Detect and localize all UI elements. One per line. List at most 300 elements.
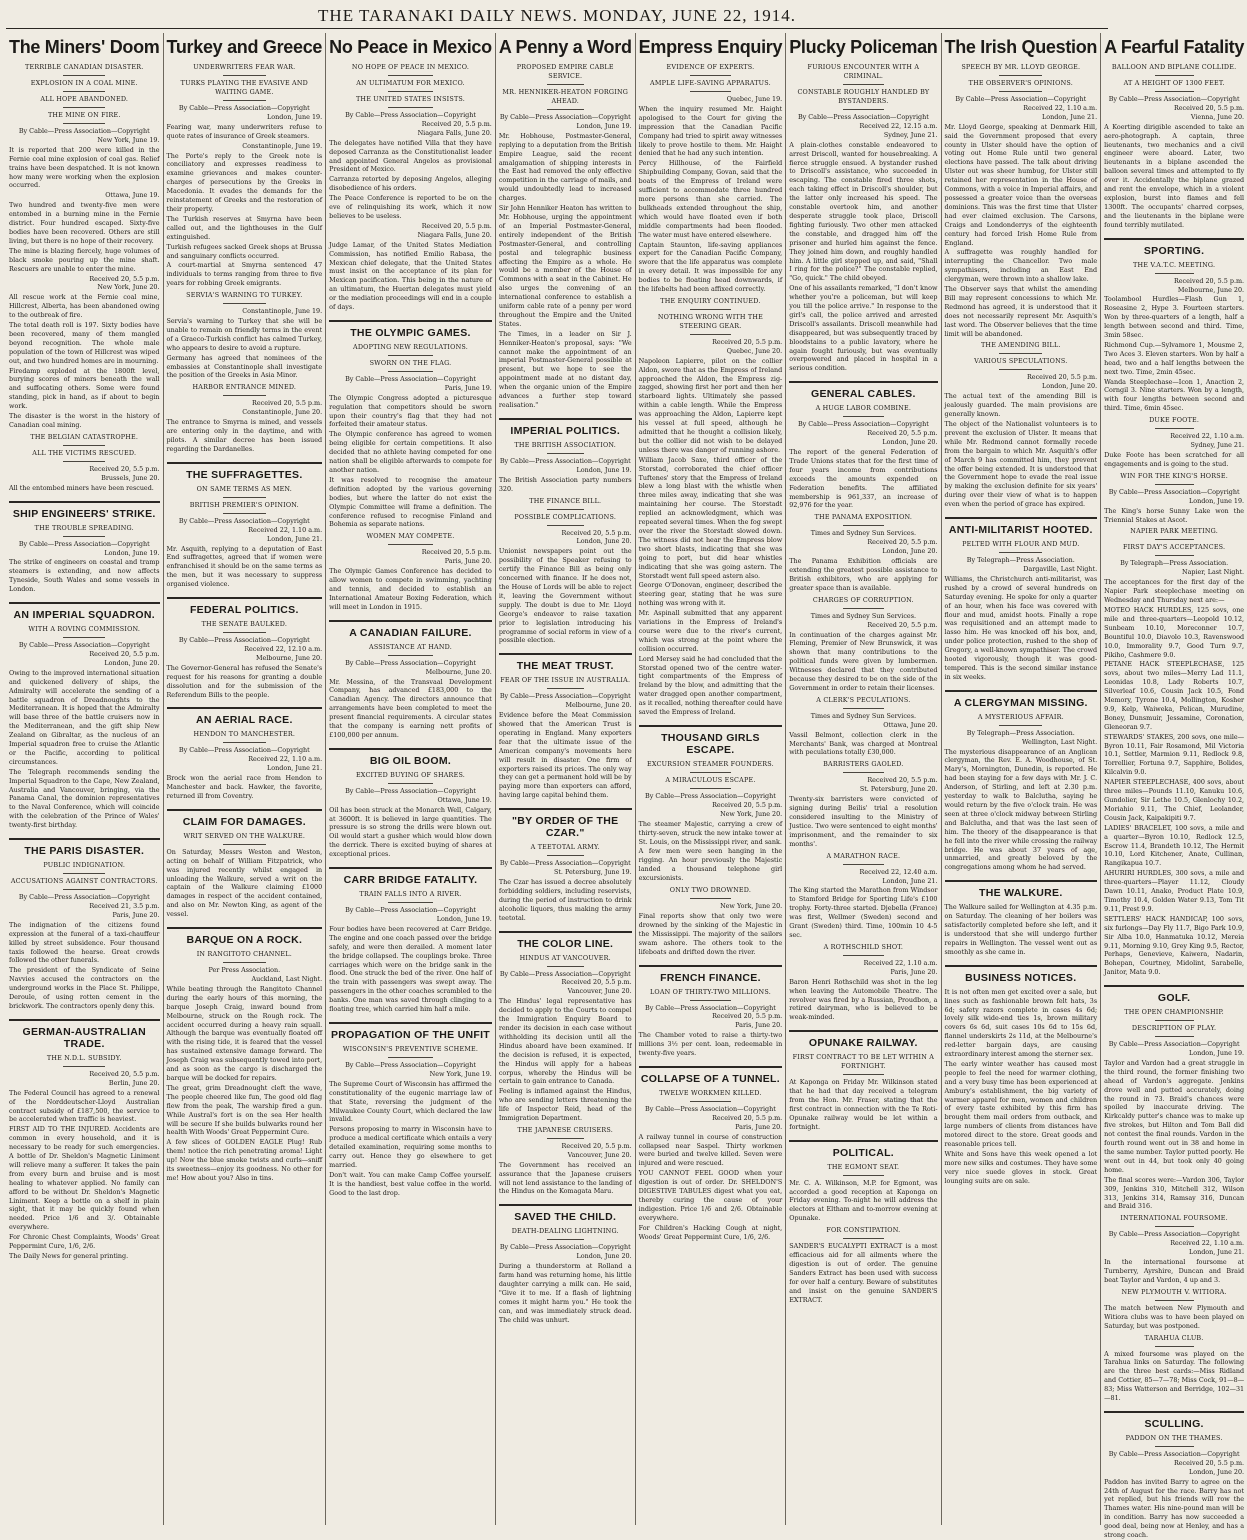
source-line: Times and Sydney Sun Services. <box>810 611 917 620</box>
subheading: A TEETOTAL ARMY. <box>530 843 600 852</box>
divider <box>388 371 434 372</box>
article-paragraph: Don't wait. You can make Camp Coffee yourself. It is the handiest, best value coffee in the world. Good to the last drop. <box>329 1170 492 1197</box>
dateline: London, June 19. <box>1188 496 1245 505</box>
section-heading: SHIP ENGINEERS' STRIKE. <box>9 501 160 520</box>
dateline: Received 21, 3.5 p.m. <box>89 902 160 910</box>
column-6 <box>786 33 941 1525</box>
source-line: By Cable—Press Association—Copyright <box>499 1243 631 1252</box>
divider <box>63 75 105 76</box>
subheading: THE OBSERVER'S OPINIONS. <box>968 79 1073 87</box>
dateline: London, June 21. <box>1188 1248 1245 1257</box>
article-paragraph: Mr. Lloyd George, speaking at Denmark Hill, said the Government proposed that every county in Ulster should have the option of voting out Home Rule until two general elections have passed. The talk about driving Ulster out was sheer humbug, for Ulster still retained her representation in the House of Commons, with a voice in Imperial affairs, and possessed a greater voice than the overseas dominions. This was the first time that Ulster had ever claimed exclusion. The Carsons, Craigs and Londonderrys of the eighteenth century had forced Irish Home Rule from England. <box>944 122 1098 247</box>
columns <box>6 33 1245 1540</box>
dateline: Received 20, 5.5 p.m. <box>867 776 938 785</box>
section-heading: THE MEAT TRUST. <box>499 653 632 672</box>
subheading: FOR CONSTIPATION. <box>826 1226 901 1235</box>
divider <box>843 1074 885 1075</box>
dateline: London, June 20. <box>882 438 938 447</box>
dateline: London, June 19. <box>1188 1049 1245 1058</box>
dateline: Received 20, 5.5 p.m. <box>89 1069 160 1078</box>
source-line: Times and Sydney Sun Services. <box>810 711 917 720</box>
dateline: London, June 20. <box>576 1252 632 1261</box>
subheading: ADOPTING NEW REGULATIONS. <box>353 342 468 351</box>
article-paragraph: Richmond Cup.—Sylvamore 1, Mousme 2, Two Aces 3. Eleven starters. Won by half a head, two and a half lengths between the next two. Time, 2min 45sec. <box>1104 340 1245 376</box>
divider <box>843 416 885 417</box>
source-line: By Cable—Press Association—Copyright <box>345 111 476 119</box>
dateline: Paris, June 20. <box>735 1122 783 1131</box>
divider <box>690 334 730 335</box>
dateline: Received 20, 5.5 p.m. <box>712 800 783 809</box>
source-line: By Telegraph—Press Association. <box>966 728 1075 737</box>
article-paragraph: The delegates have notified Villa that they have deposed Carranza as the Constitutionalist leader and appointed General Angelos as provisional President of Mexico. <box>329 138 492 174</box>
column-headline: The Irish Question <box>944 37 1098 57</box>
divider <box>547 688 584 689</box>
article-paragraph: The Telegraph recommends sending the Imperial Squadron to the Cape, New Zealand, Australia and Vancouver, bringing, via the Panama Canal, the dominion representatives to the Naval Conference, which will coincide with the celebration of the Prince of Wales' twenty-first birthday. <box>9 767 160 830</box>
dateline: Ottawa, June 20. <box>883 720 938 729</box>
divider <box>999 369 1042 370</box>
column-headline: Turkey and Greece <box>166 37 323 57</box>
subheading: THE EGMONT SEAT. <box>827 1162 900 1171</box>
article-paragraph: George O'Donovan, engineer, described the steering gear, stating that he was sure nothing was wrong with it. <box>638 581 783 608</box>
subheading: SWORN ON THE FLAG. <box>369 358 452 367</box>
subheading: ON SAME TERMS AS MEN. <box>196 484 293 493</box>
dateline: Vancouver, June 20. <box>567 1150 632 1159</box>
divider <box>388 544 434 545</box>
article-paragraph: The great, grim Dreadnought cleft the wave, The people cheered like fun, The good old flag flew from the peak, The warship fired a gun. While Austral's fort is on the sea Her health will be secure If she builds bulwarks round her health With Woods' Great Peppermint Cure. <box>166 1083 323 1137</box>
section-heading: POLITICAL. <box>789 1140 937 1159</box>
dateline: Brussels, June 20. <box>101 473 160 482</box>
section-heading: IMPERIAL POLITICS. <box>499 418 632 437</box>
article-paragraph: While beating through the Rangitoto Channel during the early hours of this morning, the barque Joseph Craig, inward bound from Melbourne, struck on the Rough rock. The accident occurred during a heavy rain squall. Although the barque was eventually floated off with the rising tide, it is feared that the vessel has sustained extensive damage forward. The Joseph Craig was subsequently towed into port, and as soon as the cargo is discharged the barque will be docked for repairs. <box>166 984 323 1082</box>
subheading: A CLERK'S PECULATIONS. <box>816 695 911 704</box>
article-paragraph: The Supreme Court of Wisconsin has affirmed the constitutionality of the eugenic marriage law of that State, reversing the judgment of the Milwaukee County Court, which declared the law invalid. <box>329 1079 492 1124</box>
column-2 <box>164 33 327 1525</box>
source-line: By Cable—Press Association—Copyright <box>499 692 631 701</box>
subheading: HARBOR ENTRANCE MINED. <box>192 383 297 392</box>
section-heading: AN AERIAL RACE. <box>167 707 323 726</box>
divider <box>843 1175 885 1176</box>
divider <box>223 742 267 743</box>
divider <box>223 303 267 304</box>
dateline: Received 22, 12.15 a.m. <box>859 121 938 130</box>
dateline: Wellington, Last Night. <box>1021 737 1098 746</box>
article-paragraph: The strike of engineers on coastal and tramp steamers is extending, and now affects Tyneside, South Wales and some vessels in London. <box>9 558 160 594</box>
dateline: Melbourne, June 20. <box>255 653 323 662</box>
subheading: DESCRIPTION OF PLAY. <box>1131 1024 1217 1033</box>
section-heading: CLAIM FOR DAMAGES. <box>167 809 323 828</box>
column-8 <box>1101 33 1247 1540</box>
source-line: By Cable—Press Association—Copyright <box>178 636 310 645</box>
dateline: London, June 21. <box>267 534 323 543</box>
article-paragraph: The King's horse Sunny Lake won the Triennial Stakes at Ascot. <box>1104 506 1245 524</box>
section-heading: AN IMPERIAL SQUADRON. <box>9 602 160 621</box>
divider <box>1155 555 1194 556</box>
divider <box>388 75 434 76</box>
article-paragraph: The Olympic conference has agreed to women being eligible for certain competitions. It also decided that no athlete having competed for one nation shall be eligible afterwards to compete for another nation. <box>329 430 492 474</box>
source-line: By Cable—Press Association—Copyright <box>18 641 150 650</box>
article-paragraph: Fearing war, many underwriters refuse to quote rates of insurance of Greek steamers. <box>166 122 323 140</box>
dateline: Received 20, 5.5 p.m. <box>421 221 492 230</box>
subheading: DUKE FOOTE. <box>1149 416 1200 425</box>
divider <box>223 962 267 963</box>
dateline: London, June 19. <box>576 465 632 474</box>
article-paragraph: Owing to the improved international situation and quickened delivery of ships, the Admiralty will accelerate the sending of a battle squadron of Dreadnoughts to the Mediterranean. It is hoped that the Admiralty will base three of the battle cruisers now in the Mediterranean, and the gift ship New Zealand on Gibraltar, as the nucleus of an Imperial squadron free to cruise the Atlantic or the Pacific, according to political circumstances. <box>9 668 160 766</box>
column-3 <box>326 33 496 1525</box>
divider <box>63 445 105 446</box>
article-paragraph: A suffragette was roughly handled for interrupting the Chancellor. Two male sympathisers, including an East End clergyman, were thrown into a shallow lake. <box>944 248 1098 284</box>
divider <box>690 1000 730 1001</box>
subheading: DEATH-DEALING LIGHTNING. <box>511 1227 619 1236</box>
dateline: Received 22, 12.10 a.m. <box>244 644 323 653</box>
article-paragraph: The steamer Majestic, carrying a crew of thirty-seven, struck the new intake tower at St. Louis, on the Mississippi river, and sank. <box>638 819 783 846</box>
article-paragraph: A mixed foursome was played on the Tarahua links on Saturday. The following are the three best cards:—Miss Ridland and Cottier, 85—7—78; Miss Cock, 91—8—83; Miss Watterson and Berridge, 102—31—81. <box>1104 1349 1245 1403</box>
dateline: New York, June 20. <box>720 809 783 818</box>
article-paragraph: The mine is blazing fiercely, huge volumes of black smoke pouring up the mine shaft. Rescuers are unable to enter the mine. <box>9 246 160 273</box>
article-paragraph: The Porte's reply to the Greek note is conciliatory and expresses readiness to examine grievances and makes counter-charges of persecutions by the Greeks in Macedonia. It evades the demands for the reinstatement of Greeks and the restoration of their property. <box>166 151 323 213</box>
article-paragraph: The Olympic Congress adopted a picturesque regulation that competitors should be sworn upon their country's flag that they had not forfeited their amateur status. <box>329 393 492 429</box>
divider <box>843 525 885 526</box>
dateline: Received 20, 5.5 p.m. <box>1027 373 1098 382</box>
divider <box>547 855 584 856</box>
dateline: London, June 21. <box>882 876 938 885</box>
source-line: By Cable—Press Association—Copyright <box>18 893 150 902</box>
subheading: THE SENATE BAULKED. <box>201 620 288 629</box>
column-7 <box>942 33 1102 1525</box>
subheading: TWELVE WORKMEN KILLED. <box>659 1088 762 1097</box>
subheading: EXCITED BUYING OF SHARES. <box>355 770 466 779</box>
dateline: London, June 20. <box>1188 1467 1245 1476</box>
divider <box>223 395 267 396</box>
article-paragraph: It is not often men get excited over a sale, but lines such as fashionable brown felt hats, 3s 6d; safety razors complete in cases 4s 6d; lovely silk wide-end ties 1s, brown military covers 6s 6d, suit cases 10s 6d to 15s 6d, flannel underskirts 2s 11d, at the Melbourne's red-letter bargain days, are causing extraordinary interest among the sterner sex. <box>944 987 1098 1059</box>
subheading: A MARATHON RACE. <box>826 851 901 860</box>
subheading: THE BRITISH ASSOCIATION. <box>514 440 617 449</box>
article-paragraph: The Times, in a leader on Sir J. Henniker-Heaton's proposal, says: "We cannot make the appointment of an imperial Postmaster-General possible at present, but we hope to see the appointment made at no distant day, when the organic union of the Empire advances a further step toward realisation." <box>498 329 632 409</box>
dateline: Constantinople, June 20. <box>242 408 323 417</box>
subheading: TRAIN FALLS INTO A RIVER. <box>359 890 462 899</box>
subheading: THE FINANCE BILL. <box>529 496 602 505</box>
subheading: WIN FOR THE KING'S HORSE. <box>1120 471 1228 480</box>
subheading: CONSTABLE ROUGHLY HANDLED BY BYSTANDERS. <box>797 88 930 105</box>
article-paragraph: PETANE HACK STEEPLECHASE, 125 sovs, about two miles—Merry Lad 11.1, Leonidas 10.8, Lady Roberts 10.7, Silverleaf 10.6, Cousin Jack 10.5, Fond Memory, Tyrone 10.4, Mollington, Kosher 9.9, Kelp, Waiweka, Pelican, Murudine, Boney, Dunsmuir, Jessamine, Coronation, Gleneoran 9.7. <box>1104 660 1245 731</box>
divider <box>63 107 105 108</box>
column-headline: Empress Enquiry <box>638 37 783 57</box>
dateline: Received 20, 5.5 p.m. <box>89 649 160 658</box>
divider <box>388 783 434 784</box>
divider <box>1155 75 1194 76</box>
article-paragraph: The British Association party numbers 320. <box>498 475 632 493</box>
article-paragraph: Mr. Asquith, replying to a deputation of East End suffragettes, agreed that if women were enfranchised it should be on the same terms as the men, but it was necessary to suppress organised violence. <box>166 544 323 589</box>
divider <box>547 966 584 967</box>
subheading: FURIOUS ENCOUNTER WITH A CRIMINAL. <box>807 63 920 80</box>
divider <box>547 109 584 110</box>
subheading: POSSIBLE COMPLICATIONS. <box>514 512 617 521</box>
divider <box>999 353 1042 354</box>
section-heading: PROPAGATION OF THE UNFIT <box>329 1022 492 1041</box>
column-headline: No Peace in Mexico <box>329 37 492 57</box>
source-line: By Telegraph—Press Association. <box>1120 559 1229 568</box>
section-heading: "BY ORDER OF THE CZAR." <box>499 808 632 839</box>
article-paragraph: The actual text of the amending Bill is jealously guarded. The main provisions are generally known. <box>944 392 1098 419</box>
article-paragraph: Brock won the aerial race from Hendon to Manchester and back. Hawker, the favorite, returned ill from Coventry. <box>166 774 323 800</box>
divider <box>1155 1020 1194 1021</box>
subheading: THE PANAMA EXPOSITION. <box>814 513 913 522</box>
subheading: A HUGE LABOR COMBINE. <box>815 404 912 413</box>
article-paragraph: Baron Henri Rothschild was shot in the leg when leaving the Automobile Theatre. The revolver was fired by a Russian, Proudbon, a retired dairyman, who is believed to be weak-minded. <box>789 977 938 1022</box>
divider <box>1155 273 1194 274</box>
article-paragraph: YOU CANNOT FEEL GOOD when your digestion is out of order. Dr. SHELDON'S DIGESTIVE TABULES digest what you eat, thereby curing the cause of your indigestion. Price 1/6 and 2/6. Obtainable everywhere. <box>638 1169 783 1222</box>
divider <box>690 898 730 899</box>
dateline: London, June 19. <box>436 915 492 923</box>
subheading: NOTHING WRONG WITH THE STEERING GEAR. <box>657 312 763 330</box>
divider <box>690 91 730 92</box>
dateline: Vienna, June 20. <box>1190 112 1245 121</box>
divider <box>1155 1300 1194 1301</box>
section-heading: THE WALKURE. <box>945 880 1098 899</box>
section-heading: BUSINESS NOTICES. <box>945 965 1098 984</box>
divider <box>547 509 584 510</box>
article-paragraph: NAPIER STEEPLECHASE, 400 sovs, about three miles—Pounds 11.10, Kanuku 10.6, Gundolier, Sir Lethe 10.5, Glenlochy 10.2, Moriahio 9.11, The Chief, Leolander, Cousin Jack, Kaipakipiti 9.7. <box>1104 778 1245 822</box>
divider <box>843 109 885 110</box>
subheading: WISCONSIN'S PREVENTIVE SCHEME. <box>342 1044 479 1053</box>
article-paragraph: The match between New Plymouth and Witiora clubs was to have been played on Saturday, but was postponed. <box>1104 1303 1245 1330</box>
article-paragraph: Toolambool Hurdles—Flash Gun 1, Roseasine 2, Hype 3. Fourteen starters. Won by three-quarters of a length, half a length between second and third. Time, 3min 58sec. <box>1104 295 1245 340</box>
subheading: NAPIER PARK MEETING. <box>1130 527 1218 536</box>
dateline: Paris, June 20. <box>890 967 938 976</box>
subheading: INTERNATIONAL FOURSOME. <box>1120 1214 1228 1223</box>
divider <box>1155 484 1194 485</box>
divider <box>63 873 105 874</box>
dateline: Auckland, Last Night. <box>251 975 323 983</box>
section-heading: FRENCH FINANCE. <box>639 965 783 984</box>
subheading: EXPLOSION IN A COAL MINE. <box>30 79 138 87</box>
subheading: ONLY TWO DROWNED. <box>669 886 752 895</box>
dateline: Paris, June 20. <box>112 910 160 919</box>
article-paragraph: The Olympic Games Conference has decided to allow women to compete in swimming, yachting and tennis, and decided to establish an International Amateur Boxing Federation, which will meet in London in 1915. <box>329 567 492 611</box>
article-paragraph: Evidence before the Meat Commission showed that the American Trust is operating in England. Many exporters fear that the ultimate issue of the American company's movements here will result in disaster. One firm of exporters raised its prices. The only way they can get a permanent hold will be by paying more than exporters can afford, having large capital behind them. <box>498 711 632 800</box>
source-line: By Telegraph—Press Association. <box>966 556 1075 565</box>
divider <box>690 788 730 789</box>
dateline: Received 20, 5.5 p.m. <box>1173 103 1245 112</box>
article-paragraph: A railway tunnel in course of construction collapsed near Saspel. Thirty workmen were buried and twelve killed. Seven were injured and were rescued. <box>638 1132 783 1168</box>
article-paragraph: A plain-clothes constable endeavored to arrest Driscoll, wanted for housebreaking. A fierce struggle ensued. A bystander rushed to Driscoll's assistance, who succeeded in escaping. The constable fired three shots, each taking effect in Driscoll's shoulder, but the latter only increased his speed. The constable overtook him, and another desperate struggle took place, Driscoll fighting furiously. Two other men attacked the constable, and dragged him off the prisoner and hurled him against the fence. They joined him down, and roughly handled him. A little girl stepped up, and said, "Shall I ring for the police?" The constable replied, "Go, quick." The child obeyed. <box>789 140 938 283</box>
divider <box>843 608 885 609</box>
article-paragraph: The report of the general Federation of Trade Unions states that for the first time of four years income from contributions exceeds the amounts expended on Federation benefits. The affiliated membership is 961,337, an increase of 92,976 for the year. <box>789 448 938 510</box>
source-line: By Cable—Press Association—Copyright <box>797 420 929 429</box>
subheading: FIRST DAY'S ACCEPTANCES. <box>1122 543 1226 552</box>
divider <box>223 844 267 845</box>
article-paragraph: The mysterious disappearance of an Anglican clergyman, the Rev. E. A. Woodhouse, of St. Mary's, Mornington, Dunedin, is reported. He had been staying for a few days with Mr. J. C. Anderson, of Stirling, and left at 2.30 p.m. yesterday to walk to Balclutha, saying he would return by the five o'clock train. He was seen at three o'clock midway between Stirling and Balclutha, and that was the last seen of him. The theory of the disappearance is that he fell into the river while crossing the railway bridge. He was about 37 years of age, unmarried, and greatly beloved by the congregations among whom he had served. <box>944 747 1098 872</box>
source-line: By Cable—Press Association—Copyright <box>499 456 631 465</box>
subheading: AMPLE LIFE-SAVING APPARATUS. <box>650 79 771 87</box>
subheading: THE N.D.L. SUBSIDY. <box>46 1053 122 1062</box>
article-paragraph: SETTLERS' HACK HANDICAP, 100 sovs, six furlongs—Day Fly 11.7, Bigo Park 10.9, Sir Alba 10.0, Hanmatuka 10.12, Mereia 9.11, Morning 9.10, Grey King 9.5, Rector, Perhaps, Genevieve, Kaiwera, Nadarin, Bohepan, Courtney, Midolint, Sarabelle, Janitor, Mata 9.0. <box>1104 914 1245 977</box>
article-paragraph: In continuation of the charges against Mr. Fleming, Premier of New Brunswick, it was shown that many contributions to the political funds were given by lumbermen. Witnesses declared that they contributed because they desired to be on the side of the Government in order to retain their licenses. <box>789 630 938 692</box>
article-paragraph: All the entombed miners have been rescued. <box>9 483 154 492</box>
divider <box>547 525 584 526</box>
article-paragraph: One of his assailants remarked, "I don't know whether you're a policeman, but will keep you till the police arrive." In response to the girl's call, the police arrived and arrested Driscoll's assailants. Driscoll meanwhile had disappeared, but was subsequently traced by bloodstains to a public lavatory, where he again fought furiously, but was eventually overpowered and placed in hospital in a serious condition. <box>789 284 938 373</box>
subheading: NO HOPE OF PEACE IN MEXICO. <box>351 63 470 71</box>
subheading: A ROTHSCHILD SHOT. <box>823 942 904 951</box>
article-paragraph: The total death roll is 197. Sixty bodies have been recovered, many of them mangled beyond recognition. The whole male population of the town of Hillcrest was wiped out, and two hundred homes are in mourning. <box>9 321 160 365</box>
article-paragraph: LADIES' BRACELET, 100 sovs, a mile and a quarter—Byron 10.10, Redlock 12.5, Escrow 11.4, Brandeth 10.12, The Hermit 10.10, Lord Kitchener, Anate, Cullinan, Rangikapua 10.7. <box>1104 823 1245 868</box>
subheading: TARAHUA CLUB. <box>1144 1333 1204 1342</box>
dateline: Paris, June 20. <box>444 557 492 566</box>
article-paragraph: Captain Staunton, life-saving appliances expert for the Canadian Pacific Company, swore that the life apparatus was complete in every detail. It was impossible for any bodies to be floating head downwards, if the lifebelts had been affixed correctly. <box>638 240 783 294</box>
article-paragraph: Final reports show that only two were drowned by the sinking of the Majestic in the Mississippi. The majority of the sailors swam ashore. The others took to the lifeboats and drifted down the river. <box>638 911 783 956</box>
section-heading: FEDERAL POLITICS. <box>167 597 323 616</box>
article-paragraph: A few men were seen hanging in the rigging. An hour previously the Majestic landed a thousand telephone girl excursionists. <box>638 847 783 883</box>
article-paragraph: The acceptances for the first day of the Napier Park steeplechase meeting on Wednesday and Thursday next are:— <box>1104 578 1245 605</box>
section-heading: OPUNAKE RAILWAY. <box>789 1030 937 1049</box>
article-paragraph: Paddon has invited Barry to agree on the 24th of August for the race. Barry has not yet replied, but his friends will row the Thames water. His nine-pound man will be in condition. Barry has now succeeded a good deal, being now at Henley, and has a strong coach. <box>1104 1477 1245 1540</box>
article-paragraph: Vassil Belmont, collection clerk in the Merchants' Bank, was charged at Montreal with peculations totally £30,000. <box>789 730 938 757</box>
subheading: THE ENQUIRY CONTINUED. <box>660 296 761 305</box>
section-heading: SAVED THE CHILD. <box>499 1204 632 1223</box>
article-paragraph: At Kaponga on Friday Mr. Wilkinson stated that he had that day received a telegram from the Hon. Mr. Fraser, stating that the first contract in connection with the Te Roti-Opunake railway would be let within a fortnight. <box>789 1078 938 1131</box>
section-heading: GOLF. <box>1104 985 1244 1004</box>
dateline: Received 22, 1.10 a.m. <box>863 958 938 967</box>
article-paragraph: Williams, the Christchurch anti-militarist, was rushed by a crowd of several hundreds on Saturday evening. He spoke for only a quarter of an hour, when his face was covered with flour and mud, amidst hoots. Finally a rope was requisitioned and an attempt made to lasso him. He was knocked off his box, and, under police protection, rushed to the shop of Gregory, a well-known sympathiser. The crowd hooted vigorously, though it was good-tempered. This is the second similar instance in six weeks. <box>944 574 1098 681</box>
dateline: Received 20, 5.5 p.m. <box>1173 276 1245 285</box>
dateline: Received 20, 5.5 p.m. <box>712 1113 783 1122</box>
dateline: Received 20, 5.5 p.m. <box>421 119 492 128</box>
divider <box>999 552 1042 553</box>
article-paragraph: Oil has been struck at the Monarch Well, Calgary, at 3600ft. It is believed in large quantities. The pressure is so strong the drills were blown out. Oil would start a gusher which would blow down the derrick. There is excited buying of shares at exceptional prices. <box>329 805 492 859</box>
dateline: Received 20, 5.5 p.m. <box>89 274 160 283</box>
dateline: London, June 19. <box>104 548 160 557</box>
dateline: Received 20, 5.5 p.m. <box>867 538 938 547</box>
section-heading: THOUSAND GIRLS ESCAPE. <box>639 725 783 756</box>
dateline: London, June 20. <box>104 658 160 667</box>
article-paragraph: The indignation of the citizens found expression at the funeral of a taxi-chauffeur killed by street subsidence. Four thousand taxis followed the hearse. Great crowds followed the other funerals. <box>9 920 160 965</box>
divider <box>1155 1446 1194 1447</box>
divider <box>63 123 105 124</box>
divider <box>388 107 434 108</box>
source-line: By Cable—Press Association—Copyright <box>797 113 929 121</box>
dateline: Received 20, 5.5 p.m. <box>561 978 632 987</box>
dateline: Paris, June 19. <box>444 383 492 392</box>
section-heading: COLLAPSE OF A TUNNEL. <box>639 1066 783 1085</box>
divider <box>388 355 434 356</box>
dateline: Dargaville, Last Night. <box>1023 564 1098 573</box>
source-line: By Cable—Press Association—Copyright <box>178 104 310 112</box>
dateline: London, June 20. <box>1042 382 1098 391</box>
dateline: St. Petersburg, June 20. <box>859 785 938 794</box>
section-heading: SCULLING. <box>1104 1411 1244 1430</box>
dateline: London, June 20. <box>882 547 938 556</box>
divider <box>63 889 105 890</box>
divider <box>63 1066 105 1067</box>
article-paragraph: SANDER'S EUCALYPTI EXTRACT is a most efficacious aid for all ailments where the digestion is out of order. The genuine Sanders Extract has been used with success for over half a century. Beware of substitutes and insist on the genuine SANDER'S EXTRACT. <box>789 1242 938 1304</box>
divider <box>1155 1226 1194 1227</box>
article-paragraph: The Observer says that whilst the amending Bill may represent concessions to which Mr. Redmond has agreed, it is understood that it does not necessarily represent Mr. Asquith's last word. The Observer believes that the time limit will be abandoned. <box>944 285 1098 338</box>
article-paragraph: Mr. Hobhouse, Postmaster-General, replying to a deputation from the British Empire League, said the recent amalgamation of shipping interests in the East had removed the only effective competition in the carriage of mails, and would undoubtedly lead to increased charges. <box>498 131 632 203</box>
article-paragraph: The Turkish reserves at Smyrna have been called out, and the lighthouses in the Gulf extinguished. <box>166 214 323 241</box>
article-paragraph: Turkish refugees sacked Greek shops at Brussa and sanguinary conflicts occurred. <box>166 242 323 260</box>
article-paragraph: Feeling is inflamed against the Hindus, who are sending letters threatening the life of Inspector Reid, head of the Immigration Department. <box>498 1087 632 1123</box>
dateline: Paris, June 20. <box>735 1021 783 1030</box>
article-paragraph: AHURIRI HURDLES, 300 sovs, a mile and three-quarters—Player 11.12, Cloudy Dawn 10.11, Anako, Product Plate 10.9, Timothy 10.4, Golden Water 9.13, Tom Tit 9.11, Prest 9.9. <box>1104 869 1245 913</box>
dateline: New York, June 19. <box>429 1069 492 1078</box>
dateline: Quebec, June 19. <box>726 95 783 103</box>
subheading: THE AMENDING BILL. <box>980 341 1061 350</box>
subheading: PROPOSED EMPIRE CABLE SERVICE. <box>516 63 614 80</box>
article-paragraph: Taylor and Vardon had a great struggle in the third round, the former finishing two ahead of Vardon's aggregate. Jenkins drove well and putted accurately, doing the round in 73. Braid's chances were spoiled by inaccurate driving. The Kirkcaldy putter's chance was to make up five strokes, but Hilton and Tom Ball did not contest the final rounds. Vardon in the fourth round went out in 38 and home in the same number. Taylor putted poorly. He went out in 44, but took only 40 going home. <box>1104 1058 1245 1174</box>
article-paragraph: All rescue work at the Fernie coal mine, Hillcrest, Alberta, has been abandoned owing to the outbreak of fire. <box>9 293 160 320</box>
subheading: THE UNITED STATES INSISTS. <box>355 95 466 103</box>
section-heading: GERMAN-AUSTRALIAN TRADE. <box>9 1019 160 1050</box>
source-line: By Cable—Press Association—Copyright <box>499 113 631 121</box>
article-paragraph: Firedamp exploded at the 1800ft level, burying scores of miners beneath the wall and suffocating others. Some were found standing, pick in hand, as if about to begin work. <box>9 366 160 411</box>
subheading: HINDUS AT VANCOUVER. <box>519 953 611 962</box>
article-paragraph: Mr. C. A. Wilkinson, M.P. for Egmont, was accorded a good reception at Kaponga on Friday evening. To-night he will address the electors at Eltham and to-morrow evening at Opunake. <box>789 1178 938 1223</box>
divider <box>547 453 584 454</box>
article-paragraph: The Walkure sailed for Wellington at 4.35 p.m. on Saturday. The cleaning of her boilers was satisfactorily completed before she left, and it is understood that she will undergo further repairs in Wellington. The vessel went out as smoothly as she came in. <box>944 903 1098 956</box>
dateline: Constantinople, June 19. <box>242 307 323 316</box>
source-line: By Cable—Press Association—Copyright <box>178 746 310 755</box>
divider <box>63 637 105 638</box>
article-paragraph: During a thunderstorm at Rolland a farm hand was returning home, his little daughter carrying a milk can. He said, "Give it to me. If a flash of lightning comes it might harm you." He took the can, and was immediately struck dead. The child was unhurt. <box>498 1262 632 1324</box>
source-line: By Cable—Press Association—Copyright <box>345 1060 476 1069</box>
source-line: By Cable—Press Association—Copyright <box>1108 95 1240 103</box>
column-headline: A Penny a Word <box>498 37 632 57</box>
source-line: Times and Sydney Sun Services. <box>810 529 917 538</box>
subheading: ALL HOPE ABANDONED. <box>40 95 129 103</box>
subheading: CHARGES OF CORRUPTION. <box>812 595 914 604</box>
divider <box>1155 539 1194 540</box>
divider <box>843 84 885 85</box>
divider <box>843 708 885 709</box>
divider <box>1155 428 1194 429</box>
dateline: Received 20, 5.5 p.m. <box>712 337 783 346</box>
article-paragraph: The Peace Conference is reported to be on the eve of relinquishing its work, which it now believes to be useless. <box>329 194 492 220</box>
source-line: By Cable—Press Association—Copyright <box>178 516 310 525</box>
column-headline: Plucky Policeman <box>789 37 938 57</box>
article-paragraph: The Governor-General has refused the Senate's request for his reasons for granting a double dissolution and for the submission of the Referendum Bills to the people. <box>166 663 323 699</box>
subheading: FEAR OF THE ISSUE IN AUSTRALIA. <box>500 676 631 685</box>
article-paragraph: STEWARDS' STAKES, 200 sovs, one mile—Byron 10.11, Fair Rosamond, Mil Victoria 10.1, Settler, Marmion 9.11, Redlock 9.8, Torrellier, Fortuna 9.7, Sapphire, Bolides, Kilcalvin 9.0. <box>1104 732 1245 777</box>
subheading: A MIRACULOUS ESCAPE. <box>665 776 756 784</box>
source-line: By Cable—Press Association—Copyright <box>1108 1040 1240 1049</box>
divider <box>843 1238 885 1239</box>
article-paragraph: Persons proposing to marry in Wisconsin have to produce a medical certificate which entails a very detailed examination, requiring some months to carry out. Hence they go elsewhere to get married. <box>329 1125 492 1169</box>
divider <box>223 632 267 633</box>
subheading: A MYSTERIOUS AFFAIR. <box>977 712 1064 721</box>
divider <box>999 75 1042 76</box>
source-line: By Cable—Press Association—Copyright <box>645 1104 776 1113</box>
subheading: WITH A ROVING COMMISSION. <box>28 625 141 634</box>
dateline: Received 22, 1.10 a.m. <box>1023 103 1098 112</box>
dateline: Received 20, 5.5 p.m. <box>561 1141 632 1150</box>
dateline: Received 22, 1.10 a.m. <box>1170 432 1245 441</box>
dateline: Received 20, 5.5 p.m. <box>561 528 632 537</box>
article-paragraph: The Daily News for general printing. <box>9 1252 129 1260</box>
article-paragraph: Servia's warning to Turkey that she will be unable to remain on friendly terms in the event of a Graeco-Turkish conflict has calmed Turkey, who appears to desire to avoid a rupture. <box>166 317 323 352</box>
subheading: LOAN OF THIRTY-TWO MILLIONS. <box>649 987 771 996</box>
dateline: Received 20, 5.5 p.m. <box>252 399 323 408</box>
source-line: By Cable—Press Association—Copyright <box>345 658 476 667</box>
source-line: By Cable—Press Association—Copyright <box>345 906 476 915</box>
divider <box>843 864 885 865</box>
section-heading: ANTI-MILITARIST HOOTED. <box>945 517 1098 536</box>
article-paragraph: The King started the Marathon from Windsor to Stamford Bridge for Sporting Life's £100 trophy. Forty-three started. Djebella (France) was first, Wellmer (Sweden) second and Grant (Sweden) third. Time, 100min 10 4-5 sec. <box>789 886 938 939</box>
dateline: Melbourne, June 20. <box>565 701 632 710</box>
subheading: ALL THE VICTIMS RESCUED. <box>32 448 137 457</box>
article-paragraph: On Saturday, Messrs Weston and Weston, acting on behalf of William Fitzpatrick, who was injured recently whilst engaged in unloading the Walkure, served a writ on the captain of the Walkure claiming £1000 damages in respect of the accident contained, and also on Mr. Newton King, as agent of the vessel. <box>166 847 323 919</box>
divider <box>223 497 267 498</box>
divider <box>388 91 434 92</box>
dateline: New York, June 19. <box>97 135 160 144</box>
